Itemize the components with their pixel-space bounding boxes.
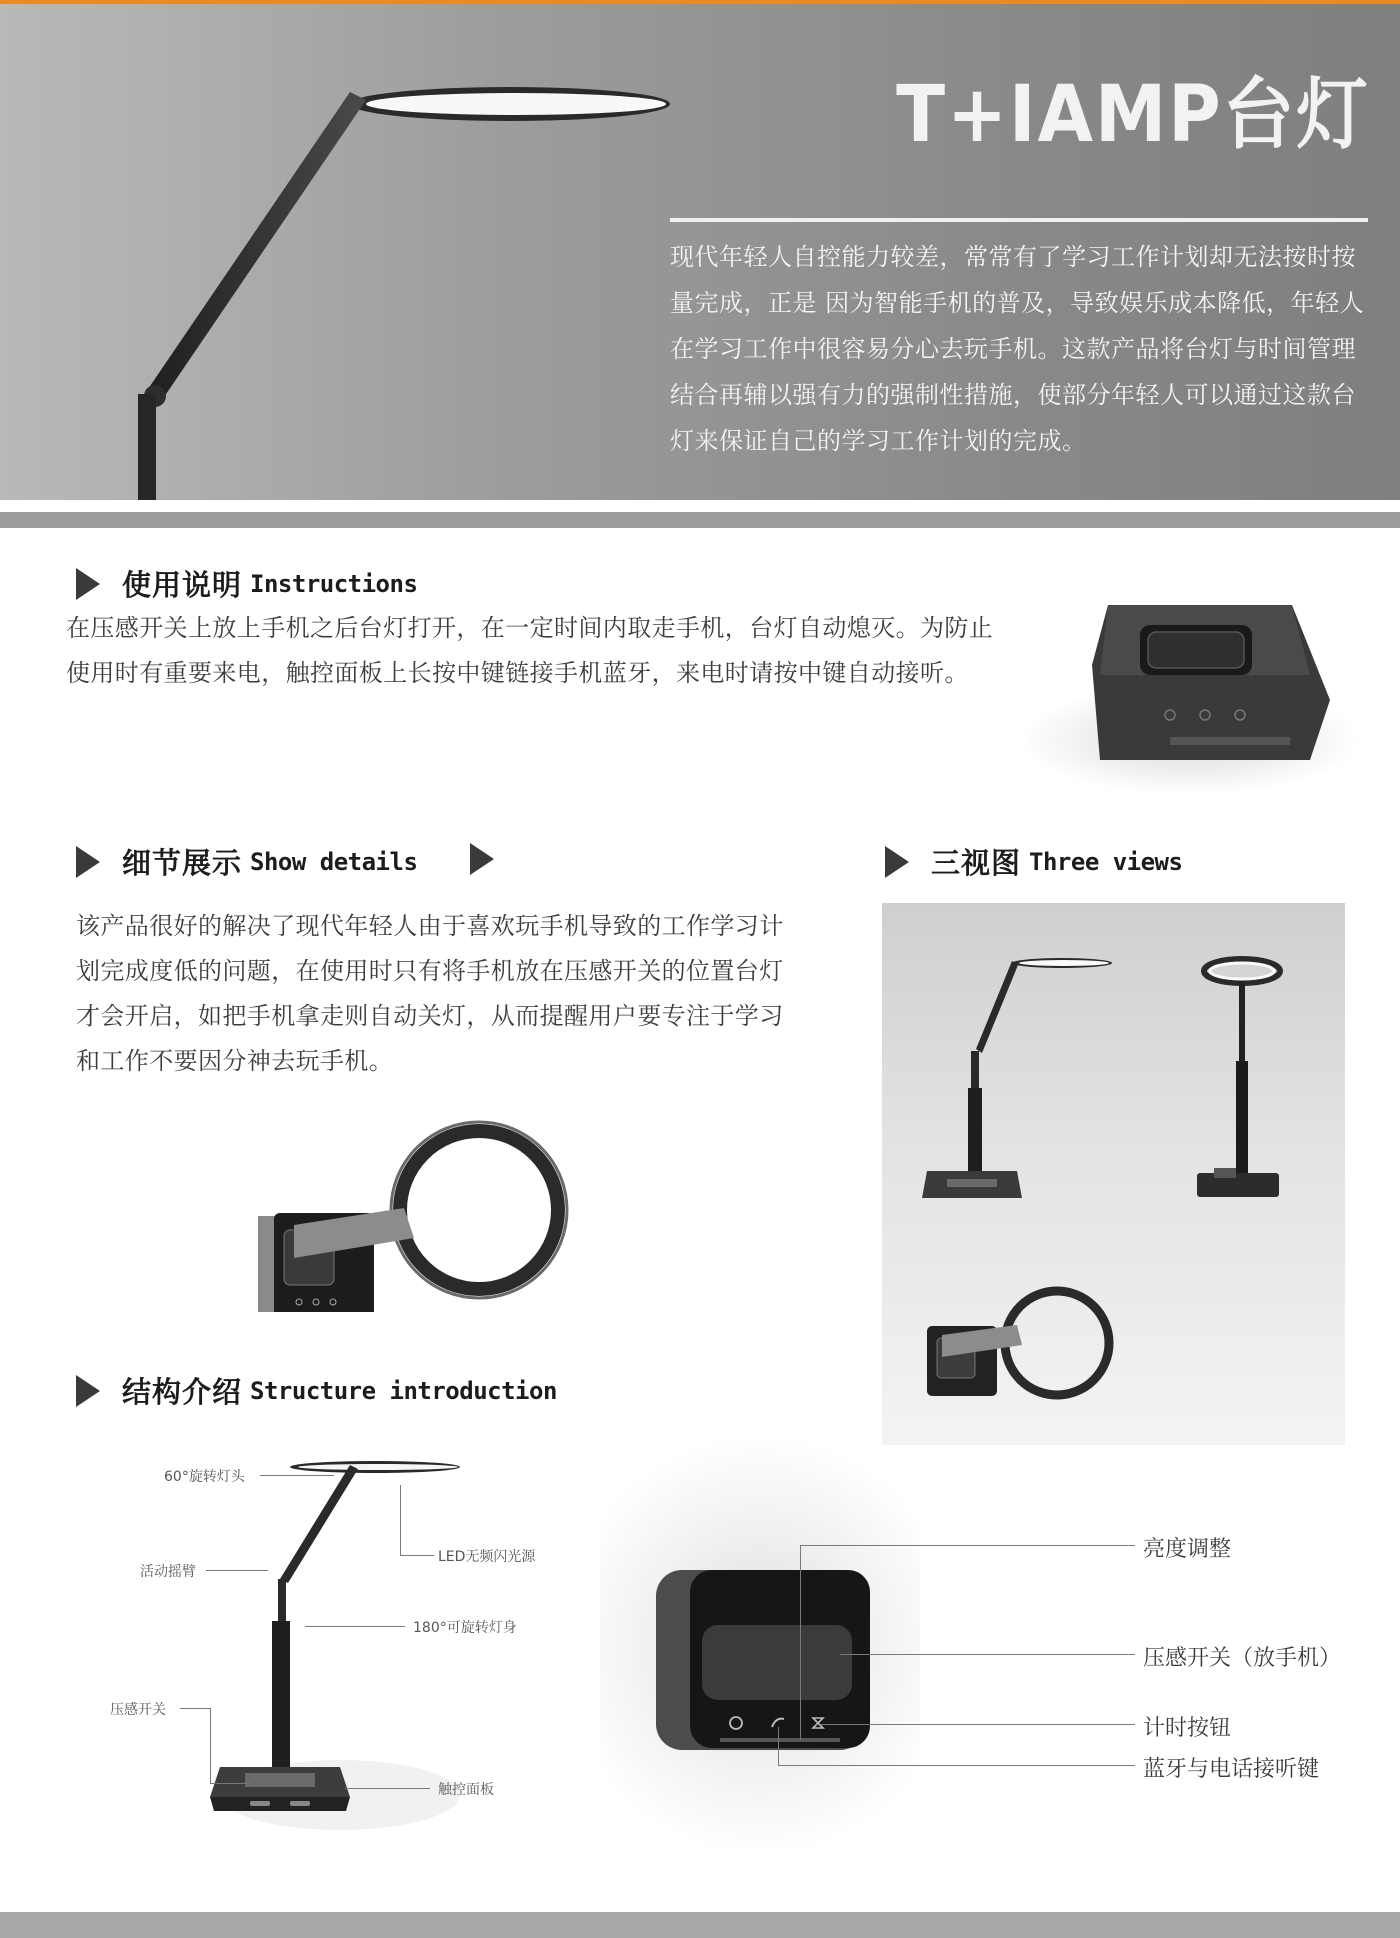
leader-line xyxy=(305,1626,405,1627)
triangle-bullet-icon xyxy=(76,568,100,600)
callout-brightness: 亮度调整 xyxy=(1143,1537,1232,1562)
hero-lamp-image xyxy=(0,4,700,500)
label-touch-panel: 触控面板 xyxy=(438,1782,494,1798)
header-banner xyxy=(0,4,1400,500)
leader-line xyxy=(210,1783,250,1784)
three-views-image xyxy=(882,903,1345,1445)
label-rotating-body: 180°可旋转灯身 xyxy=(413,1620,517,1636)
heading-cn: 使用说明 xyxy=(122,568,243,602)
heading-cn: 细节展示 xyxy=(122,846,243,880)
callout-bluetooth-key: 蓝牙与电话接听键 xyxy=(1143,1757,1320,1782)
callout-timer-button: 计时按钮 xyxy=(1143,1716,1232,1741)
label-swing-arm: 活动摇臂 xyxy=(140,1564,196,1580)
leader-line xyxy=(800,1545,801,1740)
separator-band xyxy=(0,512,1400,528)
label-lamp-head: 60°旋转灯头 xyxy=(164,1469,245,1485)
heading-cn: 三视图 xyxy=(931,846,1022,880)
triangle-bullet-icon xyxy=(885,846,909,878)
instructions-text: 在压感开关上放上手机之后台灯打开，在一定时间内取走手机，台灯自动熄灭。为防止使用时有重要来电，触控面板上长按中键链接手机蓝牙，来电时请按中键自动接听。 xyxy=(66,614,994,687)
instructions-heading xyxy=(76,563,417,604)
leader-line xyxy=(820,1724,1135,1725)
leader-line xyxy=(260,1475,334,1476)
heading-en: Instructions xyxy=(250,569,418,598)
separator xyxy=(0,500,1400,512)
leader-line xyxy=(345,1788,430,1789)
heading-en: Show details xyxy=(250,847,418,876)
triangle-bullet-icon xyxy=(76,1375,100,1407)
triangle-bullet-icon xyxy=(76,846,100,878)
leader-line xyxy=(840,1654,1135,1655)
heading-en: Three views xyxy=(1029,847,1183,876)
leader-line xyxy=(778,1765,1135,1766)
top-view-render-image xyxy=(254,1120,584,1312)
details-heading xyxy=(76,841,417,882)
structure-heading xyxy=(76,1370,557,1411)
details-text: 该产品很好的解决了现代年轻人由于喜欢玩手机导致的工作学习计划完成度低的问题，在使用时只有将手机放在压感开关的位置台灯才会开启，如把手机拿走则自动关灯，从而提醒用户要专注于学习和工作不要因分神去玩手机。 xyxy=(76,912,784,1075)
base-closeup-image xyxy=(600,1430,920,1860)
base-render-image xyxy=(1020,590,1360,800)
footer-band xyxy=(0,1912,1400,1938)
heading-cn: 结构介绍 xyxy=(122,1375,243,1409)
callout-pressure-switch: 压感开关（放手机） xyxy=(1143,1646,1342,1671)
leader-line xyxy=(210,1708,211,1783)
leader-line xyxy=(400,1555,434,1556)
triangle-bullet-icon xyxy=(470,843,494,875)
leader-line xyxy=(206,1570,268,1571)
label-led-source: LED无频闪光源 xyxy=(438,1549,536,1565)
leader-line xyxy=(778,1727,779,1765)
heading-en: Structure introduction xyxy=(250,1376,557,1405)
leader-line xyxy=(800,1545,1135,1546)
leader-line xyxy=(400,1485,401,1555)
title-divider xyxy=(670,218,1368,222)
page-title: T+IAMP台灯 xyxy=(896,70,1370,160)
leader-line xyxy=(180,1708,210,1709)
intro-paragraph: 现代年轻人自控能力较差，常常有了学习工作计划却无法按时按量完成，正是 因为智能手机的普及，导致娱乐成本降低，年轻人在学习工作中很容易分心去玩手机。这款产品将台灯与时间管理结合再辅以强有力的强制性措施，使部分年轻人可以通过这款台灯来保证自己的学习工作计划的完成。 xyxy=(670,243,1365,455)
label-pressure-switch: 压感开关 xyxy=(110,1702,166,1718)
views-heading xyxy=(885,841,1182,882)
